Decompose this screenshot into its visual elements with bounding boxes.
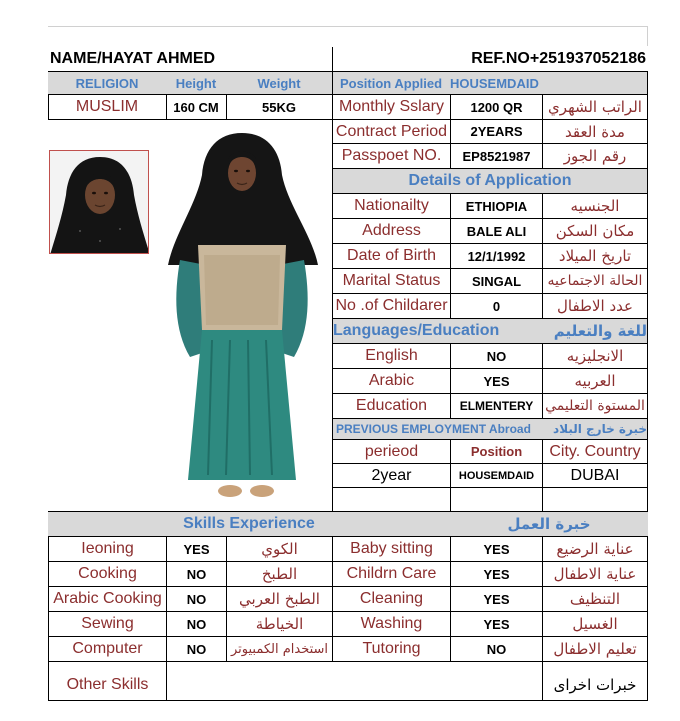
skill-washing-value: YES — [483, 616, 510, 632]
weight-header: Weight — [257, 75, 301, 91]
marital-status-value: SINGAL — [471, 273, 522, 289]
previous-employment-arabic-title: خبرة خارج البلاد — [553, 422, 647, 436]
full-body-photo — [160, 125, 325, 510]
skill-sewing-arabic: الخياطة — [255, 615, 304, 633]
skill-washing-arabic: الغسيل — [572, 615, 618, 633]
skill-computer-arabic: استخدام الكمبيوتر — [230, 641, 329, 657]
skill-cooking-value: NO — [186, 566, 207, 582]
date-of-birth-arabic: تاريخ الميلاد — [558, 247, 632, 265]
skill-computer-value: NO — [186, 641, 207, 657]
education-value: ELMENTERY — [459, 399, 534, 413]
skill-tutoring-label: Tutoring — [362, 640, 421, 657]
skill-tutoring-arabic: تعليم الاطفال — [553, 640, 637, 658]
skill-cleaning-label: Cleaning — [359, 590, 424, 607]
address-label: Address — [362, 222, 421, 239]
skill-arabic-cooking-arabic: الطبخ العربي — [239, 590, 320, 608]
position-applied-value: HOUSEMDAID — [450, 75, 539, 91]
arabic-value: YES — [483, 373, 510, 389]
date-of-birth-label: Date of Birth — [347, 247, 436, 264]
skill-baby-sitting-value: YES — [483, 541, 510, 557]
previous-position-value: HOUSEMDAID — [458, 469, 535, 482]
skill-washing-label: Washing — [360, 615, 423, 632]
other-skills-label: Other Skills — [66, 676, 149, 693]
religion-header: RELIGION — [75, 75, 139, 91]
other-skills-arabic: خبرات اخراى — [553, 676, 637, 694]
position-applied-label: Position Applied — [339, 75, 443, 91]
skill-baby-sitting-label: Baby sitting — [350, 540, 433, 557]
skill-arabic-cooking-label: Arabic Cooking — [53, 590, 162, 607]
contract-period-arabic: مدة العقد — [565, 122, 625, 141]
languages-arabic-title: للغة والتعليم — [553, 322, 647, 340]
previous-period-value: 2year — [371, 466, 412, 484]
religion-value: MUSLIM — [75, 98, 139, 115]
weight-value: 55KG — [262, 99, 296, 115]
monthly-salary-arabic: الراتب الشهري — [548, 98, 642, 116]
previous-city-value: DUBAI — [570, 466, 620, 484]
details-title: Details of Application — [408, 172, 572, 189]
arabic-arabic: العربيه — [574, 372, 616, 390]
skill-children-care-value: YES — [483, 566, 510, 582]
children-arabic: عدد الاطفال — [557, 297, 633, 315]
nationality-label: Nationailty — [354, 197, 429, 214]
marital-status-label: Marital Status — [342, 272, 441, 289]
height-value: 160 CM — [173, 99, 219, 115]
skill-ironing-arabic: الكوي — [261, 540, 298, 558]
skill-children-care-arabic: عناية الاطفال — [553, 565, 637, 583]
passport-arabic: رقم الجوز — [563, 147, 627, 165]
arabic-label: Arabic — [368, 372, 415, 389]
position-header: Position — [470, 444, 523, 459]
address-arabic: مكان السكن — [555, 222, 635, 240]
monthly-salary-label: Monthly Sslary — [339, 98, 444, 115]
skill-children-care-label: Childrn Care — [346, 565, 437, 582]
skill-sewing-value: NO — [186, 616, 207, 632]
height-header: Height — [175, 75, 217, 91]
reference-number: REF.NO+251937052186 — [471, 50, 646, 67]
skill-cleaning-value: YES — [483, 591, 510, 607]
nationality-arabic: الجنسيه — [570, 197, 620, 215]
passport-value: EP8521987 — [462, 148, 531, 164]
skill-cooking-label: Cooking — [78, 565, 137, 582]
address-value: BALE ALI — [466, 223, 527, 239]
skill-tutoring-value: NO — [486, 641, 507, 657]
monthly-salary-value: 1200 QR — [470, 99, 523, 115]
children-value: 0 — [492, 298, 501, 314]
contract-period-label: Contract Period — [335, 122, 448, 140]
nationality-value: ETHIOPIA — [465, 198, 528, 214]
applicant-name: NAME/HAYAT AHMED — [50, 50, 216, 67]
skills-title: Skills Experience — [183, 515, 315, 532]
previous-employment-title: PREVIOUS EMPLOYMENT Abroad — [336, 422, 531, 436]
period-header: perieod — [364, 442, 419, 460]
english-value: NO — [486, 348, 507, 364]
skills-arabic-title: خبرة العمل — [507, 515, 591, 533]
education-label: Education — [355, 397, 428, 414]
children-label: No .of Childarer — [335, 297, 448, 314]
passport-label: Passpoet NO. — [341, 147, 442, 164]
contract-period-value: 2YEARS — [470, 124, 523, 139]
city-country-header: City. Country — [549, 442, 641, 460]
skill-cleaning-arabic: التنظيف — [569, 590, 621, 608]
languages-title: Languages/Education — [333, 322, 500, 339]
date-of-birth-value: 12/1/1992 — [467, 248, 526, 264]
skill-sewing-label: Sewing — [81, 615, 134, 632]
english-label: English — [365, 347, 418, 364]
skill-baby-sitting-arabic: عناية الرضيع — [556, 540, 634, 558]
skill-ironing-value: YES — [183, 541, 210, 557]
education-arabic: المستوة التعليمي — [545, 398, 645, 414]
skill-arabic-cooking-value: NO — [186, 591, 207, 607]
skill-computer-label: Computer — [72, 640, 143, 657]
portrait-photo — [49, 150, 149, 254]
skill-cooking-arabic: الطبخ — [261, 565, 298, 583]
english-arabic: الانجليزيه — [566, 347, 624, 365]
marital-status-arabic: الحالة الاجتماعيه — [547, 273, 643, 289]
skill-ironing-label: Ieoning — [81, 540, 134, 557]
